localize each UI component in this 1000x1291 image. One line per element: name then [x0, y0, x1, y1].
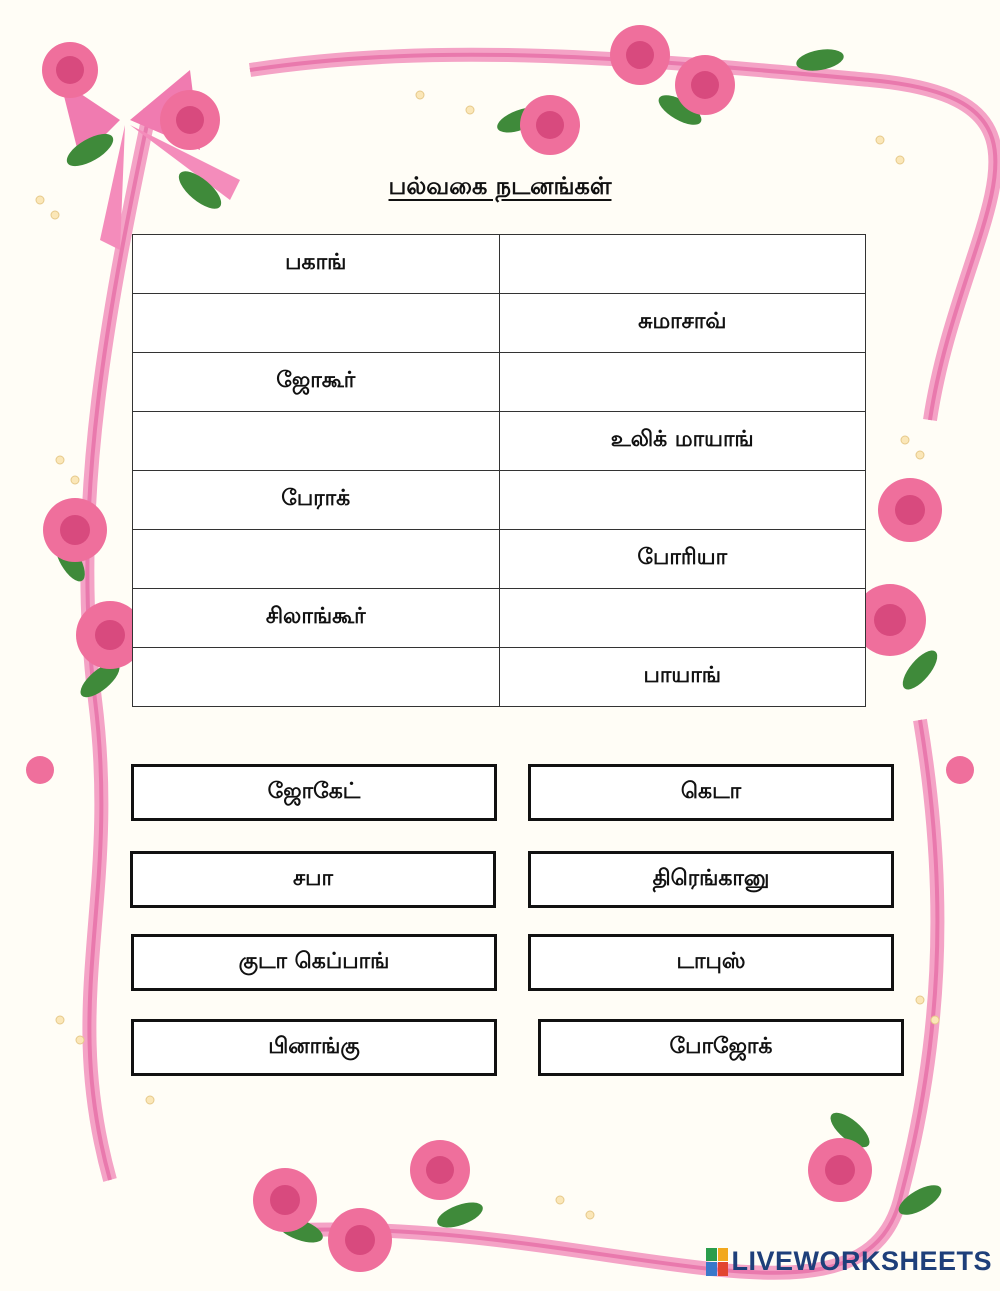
answer-option-kuda-kepang[interactable]: குடா கெப்பாங்	[131, 934, 497, 991]
table-row	[133, 353, 866, 412]
table-cell-answer-drop[interactable]	[133, 530, 500, 589]
answer-option-tabus[interactable]: டாபுஸ்	[528, 934, 894, 991]
liveworksheets-logo-icon	[706, 1248, 728, 1276]
table-row	[133, 471, 866, 530]
matching-table	[132, 234, 866, 707]
table-cell-state: சிலாங்கூர்	[133, 589, 500, 648]
table-row	[133, 648, 866, 707]
table-cell-dance: உலிக் மாயாங்	[499, 412, 866, 471]
table-row	[133, 589, 866, 648]
table-row	[133, 235, 866, 294]
worksheet-title	[0, 172, 1000, 203]
table-cell-answer-drop[interactable]	[499, 589, 866, 648]
table-cell-answer-drop[interactable]	[133, 412, 500, 471]
answer-option-bojok[interactable]: போஜோக்	[538, 1019, 904, 1076]
liveworksheets-brand	[706, 1246, 992, 1277]
table-cell-dance: பாயாங்	[499, 648, 866, 707]
table-cell-answer-drop[interactable]	[499, 353, 866, 412]
table-row	[133, 530, 866, 589]
answer-option-joget[interactable]: ஜோகேட்	[131, 764, 497, 821]
table-cell-dance: போரியா	[499, 530, 866, 589]
table-cell-answer-drop[interactable]	[499, 235, 866, 294]
answer-option-penang[interactable]: பினாங்கு	[131, 1019, 497, 1076]
table-cell-dance: சுமாசாவ்	[499, 294, 866, 353]
table-row	[133, 294, 866, 353]
brand-name: LIVEWORKSHEETS	[731, 1246, 992, 1276]
table-cell-state: பகாங்	[133, 235, 500, 294]
table-cell-state: பேராக்	[133, 471, 500, 530]
answer-option-kedah[interactable]: கெடா	[528, 764, 894, 821]
worksheet-title-text: பல்வகை நடனங்கள்	[388, 172, 612, 200]
answer-option-terengganu[interactable]: திரெங்கானு	[528, 851, 894, 908]
table-cell-answer-drop[interactable]	[133, 294, 500, 353]
answer-option-sabah[interactable]: சபா	[130, 851, 496, 908]
table-cell-answer-drop[interactable]	[499, 471, 866, 530]
table-row	[133, 412, 866, 471]
table-cell-answer-drop[interactable]	[133, 648, 500, 707]
table-cell-state: ஜோகூர்	[133, 353, 500, 412]
